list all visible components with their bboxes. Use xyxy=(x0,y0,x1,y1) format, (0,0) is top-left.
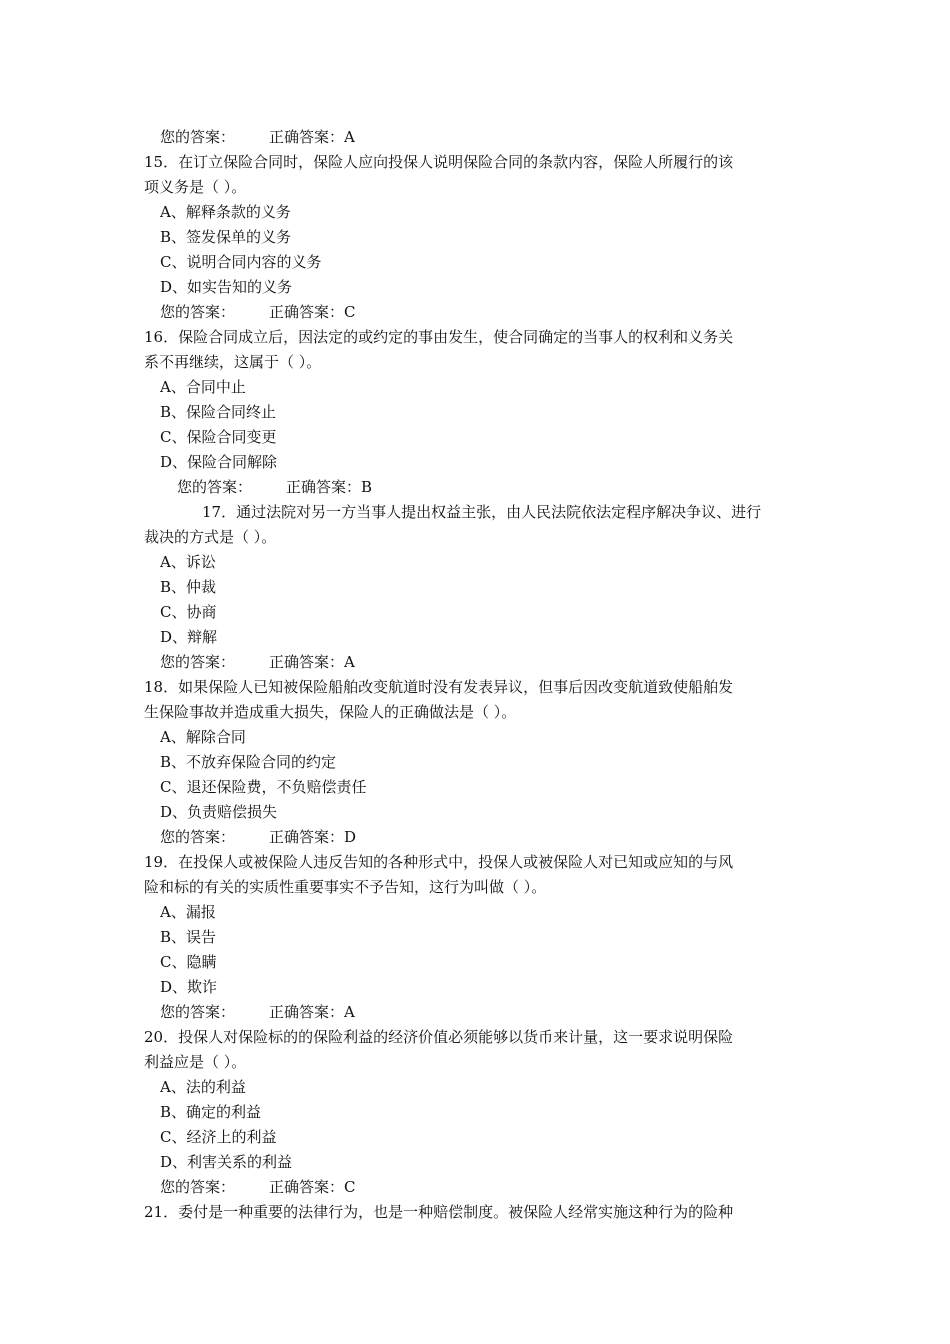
question-block xyxy=(144,150,812,325)
your-answer-label: 您的答案： xyxy=(160,1003,236,1021)
option-d: D、利害关系的利益 xyxy=(160,1153,293,1171)
answer-row xyxy=(144,475,812,500)
your-answer-label: 您的答案： xyxy=(160,128,236,146)
option-b: B、不放弃保险合同的约定 xyxy=(160,753,337,771)
question-block xyxy=(144,500,812,675)
correct-answer: 正确答案：A xyxy=(269,653,355,671)
option-a: A、法的利益 xyxy=(160,1078,246,1096)
question-text: 19．在投保人或被保险人违反告知的各种形式中，投保人或被保险人对已知或应知的与风 xyxy=(144,853,734,871)
correct-answer: 正确答案：A xyxy=(269,128,355,146)
option-a: A、漏报 xyxy=(160,903,216,921)
option-c: C、说明合同内容的义务 xyxy=(160,253,322,271)
question-block xyxy=(144,325,812,500)
option-d: D、如实告知的义务 xyxy=(160,278,293,296)
option-a: A、诉讼 xyxy=(160,553,216,571)
question-text: 15．在订立保险合同时，保险人应向投保人说明保险合同的条款内容，保险人所履行的该 xyxy=(144,153,734,171)
option-b: B、误告 xyxy=(160,928,217,946)
question-text: 16．保险合同成立后，因法定的或约定的事由发生，使合同确定的当事人的权利和义务关 xyxy=(144,328,734,346)
question-block xyxy=(144,1025,812,1200)
question-block xyxy=(144,1200,812,1225)
correct-answer: 正确答案：D xyxy=(269,828,357,846)
correct-answer: 正确答案：A xyxy=(269,1003,355,1021)
question-text: 20．投保人对保险标的的保险利益的经济价值必须能够以货币来计量，这一要求说明保险 xyxy=(144,1028,734,1046)
option-d: D、辩解 xyxy=(160,628,218,646)
question-text: 系不再继续，这属于（ ）。 xyxy=(144,353,322,371)
option-c: C、经济上的利益 xyxy=(160,1128,277,1146)
question-text: 21．委付是一种重要的法律行为，也是一种赔偿制度。被保险人经常实施这种行为的险种 xyxy=(144,1203,734,1221)
question-text: 险和标的有关的实质性重要事实不予告知，这行为叫做（ ）。 xyxy=(144,878,547,896)
your-answer-label: 您的答案： xyxy=(160,653,236,671)
option-a: A、解释条款的义务 xyxy=(160,203,291,221)
option-c: C、保险合同变更 xyxy=(160,428,277,446)
answer-row xyxy=(144,1000,812,1025)
correct-answer: 正确答案：B xyxy=(286,478,373,496)
your-answer-label: 您的答案： xyxy=(160,828,236,846)
exam-content xyxy=(144,125,812,1225)
your-answer-label: 您的答案： xyxy=(177,478,253,496)
option-b: B、保险合同终止 xyxy=(160,403,277,421)
question-block xyxy=(144,850,812,1025)
option-b: B、签发保单的义务 xyxy=(160,228,292,246)
answer-row xyxy=(144,825,812,850)
option-a: A、解除合同 xyxy=(160,728,246,746)
answer-row xyxy=(144,300,812,325)
question-text: 生保险事故并造成重大损失，保险人的正确做法是（ ）。 xyxy=(144,703,517,721)
question-text: 18．如果保险人已知被保险船舶改变航道时没有发表异议，但事后因改变航道致使船舶发 xyxy=(144,678,734,696)
answer-row xyxy=(144,125,812,150)
answer-row xyxy=(144,1175,812,1200)
correct-answer: 正确答案：C xyxy=(269,303,356,321)
option-b: B、确定的利益 xyxy=(160,1103,262,1121)
option-c: C、隐瞒 xyxy=(160,953,217,971)
option-d: D、欺诈 xyxy=(160,978,218,996)
option-c: C、退还保险费，不负赔偿责任 xyxy=(160,778,367,796)
option-b: B、仲裁 xyxy=(160,578,217,596)
your-answer-label: 您的答案： xyxy=(160,1178,236,1196)
question-text: 裁决的方式是（ ）。 xyxy=(144,528,277,546)
option-d: D、负责赔偿损失 xyxy=(160,803,278,821)
correct-answer: 正确答案：C xyxy=(269,1178,356,1196)
question-text: 利益应是（ ）。 xyxy=(144,1053,247,1071)
question-block xyxy=(144,675,812,850)
option-a: A、合同中止 xyxy=(160,378,246,396)
option-d: D、保险合同解除 xyxy=(160,453,278,471)
your-answer-label: 您的答案： xyxy=(160,303,236,321)
option-c: C、协商 xyxy=(160,603,217,621)
question-text: 项义务是（ ）。 xyxy=(144,178,247,196)
answer-row xyxy=(144,650,812,675)
question-text: 17．通过法院对另一方当事人提出权益主张，由人民法院依法定程序解决争议、进行 xyxy=(202,503,762,521)
